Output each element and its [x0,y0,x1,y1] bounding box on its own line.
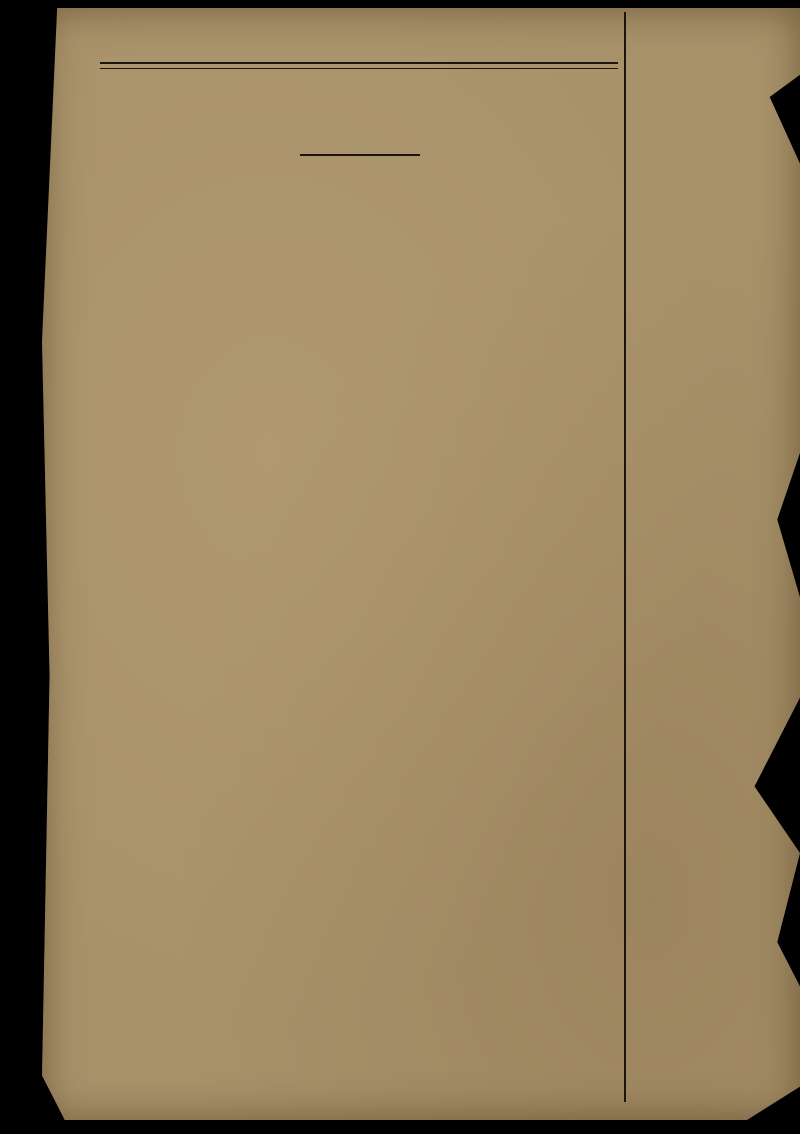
masthead-rule-top [100,62,618,64]
section-rule [300,154,420,156]
masthead-rule-bottom [100,68,618,69]
column-divider [624,12,626,1102]
right-column-fragment [630,0,790,1100]
